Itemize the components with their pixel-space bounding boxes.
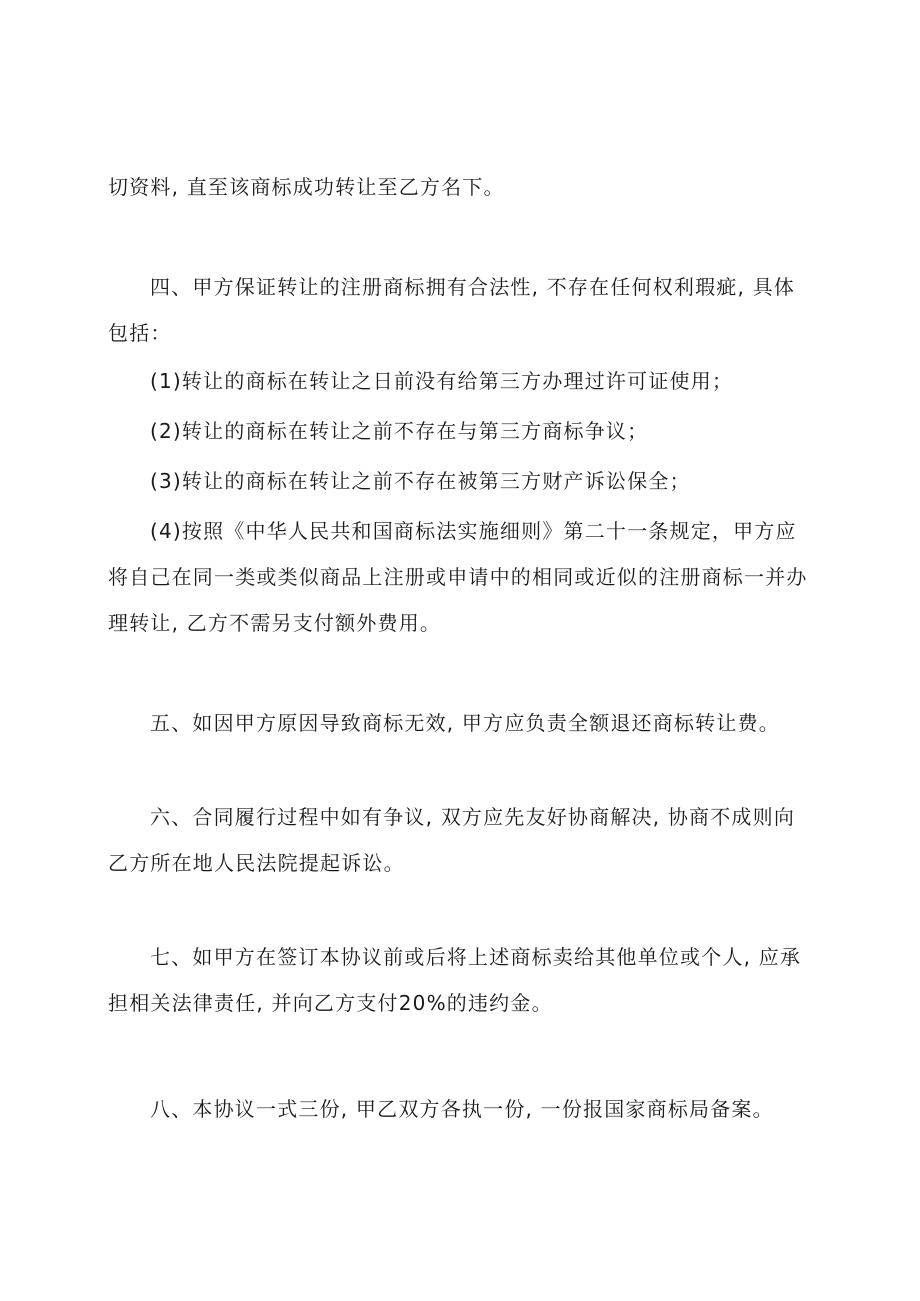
clause-eight: 八、本协议一式三份, 甲乙双方各执一份, 一份报国家商标局备案。 bbox=[150, 1097, 774, 1121]
clause-four-item-1: (1)转让的商标在转让之日前没有给第三方办理过许可证使用； bbox=[150, 369, 734, 393]
clause-six: 六、合同履行过程中如有争议, 双方应先友好协商解决, 协商不成则向乙方所在地人民法院提起诉讼。 bbox=[108, 805, 796, 875]
clause-four-item-2: (2)转让的商标在转让之前不存在与第三方商标争议； bbox=[150, 419, 649, 443]
clause-five: 五、如因甲方原因导致商标无效, 甲方应负责全额退还商标转让费。 bbox=[150, 711, 780, 735]
paragraph-continuation: 切资料, 直至该商标成功转让至乙方名下。 bbox=[108, 175, 505, 199]
clause-four: 四、甲方保证转让的注册商标拥有合法性, 不存在任何权利瑕疵, 具体包括： bbox=[108, 275, 796, 345]
clause-seven: 七、如甲方在签订本协议前或后将上述商标卖给其他单位或个人, 应承担相关法律责任, 并向乙方支付20%的违约金。 bbox=[108, 945, 802, 1015]
clause-four-item-3: (3)转让的商标在转让之前不存在被第三方财产诉讼保全； bbox=[150, 469, 691, 493]
clause-four-item-4: (4)按照《中华人民共和国商标法实施细则》第二十一条规定，甲方应将自己在同一类或类似商品上注册或申请中的相同或近似的注册商标一并办理转让, 乙方不需另支付额外费用。 bbox=[108, 519, 808, 635]
